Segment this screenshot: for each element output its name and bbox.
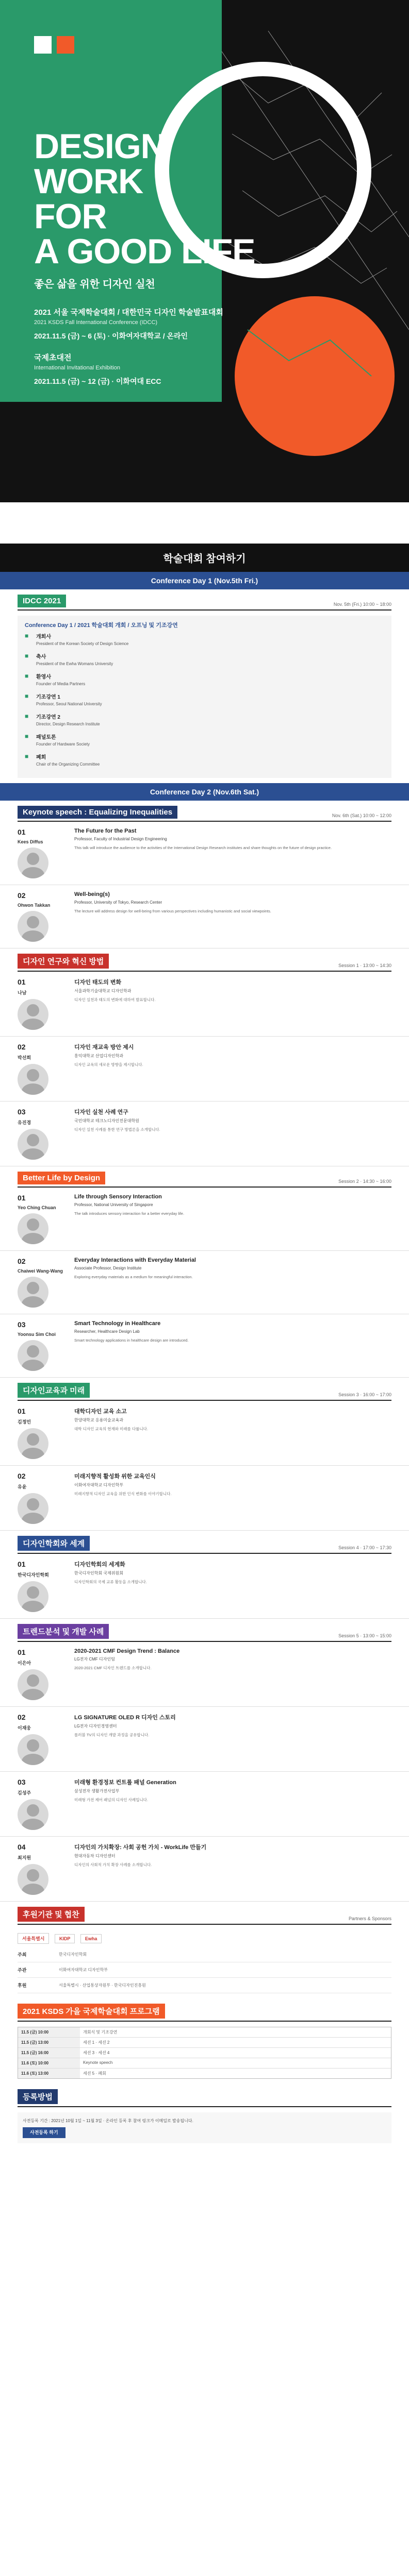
- speaker-affiliation: Professor, Faculty of Industrial Design Engineering: [74, 837, 167, 841]
- program-item: [25, 713, 384, 727]
- hero-title-line: A GOOD LIFE: [34, 232, 255, 271]
- talk-number: 03: [18, 1108, 26, 1116]
- talk-title: 2020-2021 CMF Design Trend : Balance: [74, 1648, 180, 1654]
- avatar: [18, 911, 48, 942]
- session-header: [0, 1619, 409, 1641]
- partner-label: 후원: [18, 1983, 27, 1988]
- talk-title: 디자인학회의 세계화: [74, 1562, 125, 1568]
- program-item: [25, 753, 384, 768]
- partner-row: [18, 1962, 391, 1978]
- talk-abstract: 롤러블 TV의 디자인 개발 과정을 공유합니다.: [74, 1733, 150, 1737]
- schedule-event: 세션 1 · 세션 2: [83, 2040, 110, 2045]
- talk-item: [0, 1314, 409, 1378]
- avatar: [18, 1064, 48, 1095]
- talk-title: 미래형 환경정보 컨트롤 패널 Generation: [74, 1780, 176, 1786]
- speaker-name: Yeo Ching Chuan: [18, 1205, 56, 1210]
- talk-item: [0, 1772, 409, 1837]
- speaker-affiliation: Researcher, Healthcare Design Lab: [74, 1329, 140, 1334]
- talk-abstract: 미래형 가전 제어 패널의 디자인 사례입니다.: [74, 1798, 148, 1802]
- hero-title-line: DESIGN: [34, 127, 166, 166]
- talk-abstract: 디자인의 사회적 가치 확장 사례를 소개합니다.: [74, 1862, 152, 1867]
- avatar: [18, 1864, 48, 1895]
- partner-value: 이화여자대학교 디자인학부: [59, 1967, 108, 1972]
- talk-item: [0, 1466, 409, 1531]
- participate-link[interactable]: 학술대회 참여하기: [163, 553, 246, 565]
- talk-title: 미래지향적 활성화 위한 교육인식: [74, 1473, 156, 1480]
- avatar: [18, 1493, 48, 1524]
- schedule-time: 11.5 (금) 10:00: [18, 2027, 80, 2037]
- talk-number: 02: [18, 1472, 26, 1480]
- program-item-desc: Founder of Media Partners: [36, 682, 86, 686]
- program-item-title: 환영사: [36, 674, 51, 680]
- talk-title: Everyday Interactions with Everyday Material: [74, 1257, 196, 1263]
- hero-title-line: FOR: [34, 197, 107, 236]
- session-list: [0, 948, 409, 1902]
- talk-number: 01: [18, 1560, 26, 1568]
- session-tag: 디자인교육과 미래: [18, 1383, 90, 1398]
- program-item: [25, 733, 384, 748]
- session-tag: Better Life by Design: [18, 1172, 105, 1184]
- talk-abstract: 디자인학회의 국제 교류 활동을 소개합니다.: [74, 1580, 147, 1584]
- partner-logo: KIDP: [55, 1934, 75, 1943]
- schedule-time: 11.6 (토) 10:00: [18, 2058, 80, 2068]
- speaker-affiliation: Professor, National University of Singapore: [74, 1202, 153, 1207]
- avatar: [18, 1669, 48, 1700]
- avatar: [18, 999, 48, 1030]
- speaker-affiliation: LG전자 CMF 디자인팀: [74, 1657, 115, 1662]
- session-tag: 트렌드분석 및 개발 사례: [18, 1624, 109, 1639]
- register-header: [0, 2084, 409, 2106]
- partners-meta: Partners & Sponsors: [348, 1916, 391, 1921]
- partners-table: [18, 1930, 391, 1993]
- speaker-affiliation: Associate Professor, Design Institute: [74, 1266, 142, 1270]
- speaker-affiliation: 현대자동차 디자인센터: [74, 1854, 116, 1858]
- talk-number: 02: [18, 1713, 26, 1721]
- schedule-event: 세션 5 · 폐회: [83, 2071, 106, 2076]
- speaker-name: Yoonsu Sim Choi: [18, 1332, 56, 1337]
- session-meta: Session 4 · 17:00 ~ 17:30: [338, 1545, 391, 1550]
- avatar: [18, 1428, 48, 1459]
- event2-title: 국제초대전: [34, 353, 72, 362]
- talk-abstract: 디자인 교육의 새로운 방향을 제시합니다.: [74, 1062, 143, 1067]
- hero-title-line: WORK: [34, 162, 143, 201]
- speaker-affiliation: 국민대학교 테크노디자인전문대학원: [74, 1118, 139, 1123]
- session-meta: Session 5 · 13:00 ~ 15:00: [338, 1633, 391, 1638]
- talk-number: 02: [18, 1043, 26, 1051]
- register-button[interactable]: 사전등록 하기: [23, 2127, 66, 2138]
- partner-logo: Ewha: [80, 1934, 102, 1943]
- avatar: [18, 1340, 48, 1371]
- speaker-affiliation: 한국디자인학회 국제위원회: [74, 1571, 123, 1575]
- bullet-icon: ■: [25, 713, 29, 720]
- bullet-icon: ■: [25, 672, 29, 680]
- talk-number: 01: [18, 978, 26, 986]
- session-meta: Session 1 · 13:00 ~ 14:30: [338, 963, 391, 968]
- partner-value: 한국디자인학회: [59, 1952, 87, 1957]
- bullet-icon: ■: [25, 753, 29, 760]
- session-header: [0, 1378, 409, 1400]
- program-item-desc: Chair of the Organizing Committee: [36, 762, 100, 767]
- speaker-name: 김정민: [18, 1419, 31, 1425]
- bullet-icon: ■: [25, 632, 29, 639]
- talk-abstract: The talk introduces sensory interaction for a better everyday life.: [74, 1211, 185, 1216]
- table-row: [18, 2038, 391, 2048]
- hero-event-info: [34, 307, 240, 386]
- speaker-name: 이재웅: [18, 1725, 31, 1731]
- talk-number: 02: [18, 891, 26, 900]
- opening-title: Conference Day 1 / 2021 학술대회 개회 / 오프닝 및 기조강연: [25, 622, 178, 629]
- schedule-event: 개회식 및 기조강연: [83, 2030, 118, 2035]
- speaker-affiliation: 이화여자대학교 디자인학부: [74, 1483, 123, 1487]
- speaker-affiliation: 서울과학기술대학교 디자인학과: [74, 989, 132, 993]
- talk-abstract: 미래지향적 디자인 교육을 위한 인식 변화를 이야기합니다.: [74, 1492, 172, 1496]
- hero-subtitle: 좋은 삶을 위한 디자인 실천: [34, 279, 155, 290]
- schedule-tag: 2021 KSDS 가을 국제학술대회 프로그램: [18, 2004, 165, 2019]
- talk-number: 01: [18, 828, 26, 836]
- partner-row: [18, 1978, 391, 1993]
- schedule-time: 11.5 (금) 16:00: [18, 2048, 80, 2058]
- program-item-desc: Founder of Hardware Society: [36, 742, 90, 747]
- speaker-name: 김성주: [18, 1790, 31, 1795]
- speaker-name: Kees Diffus: [18, 839, 43, 844]
- speaker-name: Ohwon Takkan: [18, 903, 51, 908]
- speaker-name: 유진경: [18, 1120, 31, 1125]
- speaker-name: 이은아: [18, 1660, 31, 1666]
- opening-tag: IDCC 2021: [18, 595, 66, 607]
- session-header: [0, 948, 409, 971]
- program-item-desc: Professor, Seoul National University: [36, 702, 102, 706]
- event2-date: 2021.11.5 (금) ~ 12 (금) · 이화여대 ECC: [34, 377, 161, 385]
- talk-item: [0, 1401, 409, 1466]
- session-meta: Session 2 · 14:30 ~ 16:00: [338, 1179, 391, 1184]
- speaker-affiliation: 삼성전자 생활가전사업부: [74, 1789, 120, 1793]
- bullet-icon: ■: [25, 652, 29, 659]
- talk-item: [0, 1707, 409, 1772]
- talk-item: [0, 822, 409, 885]
- speaker-name: 최지원: [18, 1855, 31, 1860]
- talk-title: 디자인의 가치확장: 사회 공헌 가치 - WorkLife 만들기: [74, 1844, 207, 1851]
- talk-number: 03: [18, 1778, 26, 1786]
- talk-number: 01: [18, 1194, 26, 1202]
- talk-number: 02: [18, 1257, 26, 1265]
- avatar: [18, 1799, 48, 1830]
- divider: [18, 2021, 391, 2022]
- speaker-name: Chaiwei Wang-Wang: [18, 1268, 63, 1274]
- program-item-title: 폐회: [36, 755, 46, 760]
- talk-item: [0, 1554, 409, 1619]
- schedule-header: [0, 1998, 409, 2021]
- talk-abstract: 디자인 실천 사례를 통한 연구 방법론을 소개합니다.: [74, 1127, 160, 1132]
- avatar: [18, 848, 48, 878]
- schedule-event: 세션 3 · 세션 4: [83, 2050, 110, 2055]
- partner-value: 서울특별시 · 산업통상자원부 · 한국디자인진흥원: [59, 1982, 146, 1988]
- event2-english: International Invitational Exhibition: [34, 365, 120, 371]
- session-meta: Session 3 · 16:00 ~ 17:00: [338, 1392, 391, 1397]
- keynote-header: [0, 801, 409, 821]
- register-box: [18, 2112, 391, 2143]
- event1-title: 2021 서울 국제학술대회 / 대한민국 디자인 학술발표대회: [34, 308, 223, 317]
- divider: [18, 609, 391, 611]
- opening-header: [0, 589, 409, 609]
- talk-number: 03: [18, 1320, 26, 1329]
- talk-title: The Future for the Past: [74, 828, 137, 834]
- talk-number: 01: [18, 1407, 26, 1415]
- talk-abstract: This talk will introduce the audience to the activities of the International Design Research institutes and share thoughts on the future of design practice.: [74, 845, 332, 850]
- program-item-title: 패널토론: [36, 735, 56, 740]
- day1-bar: Conference Day 1 (Nov.5th Fri.): [0, 572, 409, 589]
- speaker-affiliation: 홍익대학교 산업디자인학과: [74, 1054, 123, 1058]
- talk-abstract: Exploring everyday materials as a medium for meaningful interaction.: [74, 1275, 193, 1279]
- talk-title: Life through Sensory Interaction: [74, 1194, 162, 1200]
- partners-header: [0, 1902, 409, 1924]
- talk-abstract: 2020-2021 CMF 디자인 트렌드를 소개합니다.: [74, 1666, 152, 1670]
- event1-date: 2021.11.5 (금) ~ 6 (토) · 이화여자대학교 / 온라인: [34, 332, 188, 340]
- session-header: [0, 1531, 409, 1553]
- hero-title: [34, 129, 323, 269]
- bullet-icon: ■: [25, 733, 29, 740]
- talk-abstract: The lecture will address design for well-being from various perspectives including humanistic and social viewpoints.: [74, 909, 271, 913]
- session-header: [0, 1166, 409, 1187]
- talk-item: [0, 1101, 409, 1166]
- schedule-table: [18, 2027, 391, 2079]
- partner-logo: 서울특별시: [18, 1933, 49, 1944]
- avatar: [18, 1734, 48, 1765]
- partners-tag: 후원기관 및 협찬: [18, 1907, 85, 1922]
- talk-title: Well-being(s): [74, 891, 110, 897]
- session-tag: 디자인 연구와 혁신 방법: [18, 954, 109, 969]
- schedule-event: Keynote speech: [83, 2060, 113, 2065]
- avatar: [18, 1277, 48, 1308]
- register-tag: 등록방법: [18, 2089, 58, 2104]
- register-text: 사전등록 기간 : 2021년 10월 1일 ~ 11월 3일 · 온라인 등록 후 참여 링크가 이메일로 발송됩니다.: [23, 2119, 193, 2123]
- program-item: [25, 652, 384, 667]
- talk-title: LG SIGNATURE OLED R 디자인 스토리: [74, 1715, 176, 1721]
- schedule-time: 11.5 (금) 13:00: [18, 2038, 80, 2047]
- speaker-affiliation: 한양대학교 응용미술교육과: [74, 1418, 123, 1422]
- speaker-name: 유윤: [18, 1484, 27, 1489]
- avatar: [18, 1581, 48, 1612]
- partner-row: [18, 1947, 391, 1962]
- session-tag: 디자인학회와 세계: [18, 1536, 90, 1551]
- day2-bar: Conference Day 2 (Nov.6th Sat.): [0, 783, 409, 801]
- talk-abstract: Smart technology applications in healthcare design are introduced.: [74, 1338, 189, 1343]
- program-item-desc: President of the Ewha Womans University: [36, 662, 113, 666]
- talk-title: 디자인 실천 사례 연구: [74, 1109, 128, 1115]
- program-item-desc: President of the Korean Society of Design Science: [36, 641, 129, 646]
- speaker-name: 박선희: [18, 1055, 31, 1060]
- talk-item: [0, 1188, 409, 1251]
- divider: [18, 2106, 391, 2107]
- program-item-desc: Director, Design Research Institute: [36, 722, 100, 726]
- speaker-affiliation: LG전자 디자인경영센터: [74, 1724, 117, 1728]
- bullet-icon: ■: [25, 692, 29, 700]
- program-item-title: 기조강연 1: [36, 694, 60, 700]
- hero-poster: [0, 0, 409, 572]
- talk-title: 디자인 재교육 방안 제시: [74, 1044, 134, 1050]
- keynote-meta: Nov. 6th (Sat.) 10:00 ~ 12:00: [332, 813, 391, 818]
- divider: [18, 1924, 391, 1925]
- table-row: [18, 2058, 391, 2069]
- program-item: [25, 692, 384, 707]
- talk-abstract: 대학 디자인 교육의 현재와 미래를 다룹니다.: [74, 1427, 148, 1431]
- program-item-title: 축사: [36, 654, 46, 660]
- schedule-time: 11.6 (토) 13:00: [18, 2069, 80, 2078]
- talk-item: [0, 1837, 409, 1902]
- talk-abstract: 디자인 실천과 태도의 변화에 대하여 발표합니다.: [74, 997, 156, 1002]
- opening-meta: Nov. 5th (Fri.) 10:00 ~ 18:00: [333, 602, 391, 607]
- program-item-title: 개회사: [36, 634, 51, 640]
- keynote-list: [0, 822, 409, 948]
- program-item: [25, 632, 384, 647]
- event1-english: 2021 KSDS Fall International Conference (IDCC): [34, 319, 158, 326]
- avatar: [18, 1213, 48, 1244]
- partner-label: 주관: [18, 1968, 27, 1973]
- partner-label: 주최: [18, 1952, 27, 1957]
- table-row: [18, 2048, 391, 2058]
- talk-item: [0, 972, 409, 1037]
- table-row: [18, 2069, 391, 2078]
- program-item-title: 기조강연 2: [36, 715, 60, 720]
- speaker-name: 한국디자인학회: [18, 1572, 49, 1578]
- table-row: [18, 2027, 391, 2038]
- avatar: [18, 1129, 48, 1160]
- talk-item: [0, 885, 409, 948]
- speaker-affiliation: Professor, University of Tokyo, Research Center: [74, 900, 162, 905]
- keynote-tag: Keynote speech : Equalizing Inequalities: [18, 806, 177, 819]
- talk-item: [0, 1037, 409, 1101]
- talk-item: [0, 1251, 409, 1314]
- talk-item: [0, 1642, 409, 1707]
- talk-number: 01: [18, 1648, 26, 1656]
- talk-title: 디자인 태도의 변화: [74, 979, 122, 986]
- speaker-name: 나남: [18, 990, 27, 995]
- program-item: [25, 672, 384, 687]
- talk-title: Smart Technology in Healthcare: [74, 1320, 161, 1327]
- talk-number: 04: [18, 1843, 26, 1851]
- talk-title: 대학디자인 교육 소고: [74, 1409, 127, 1415]
- opening-program: [18, 616, 391, 778]
